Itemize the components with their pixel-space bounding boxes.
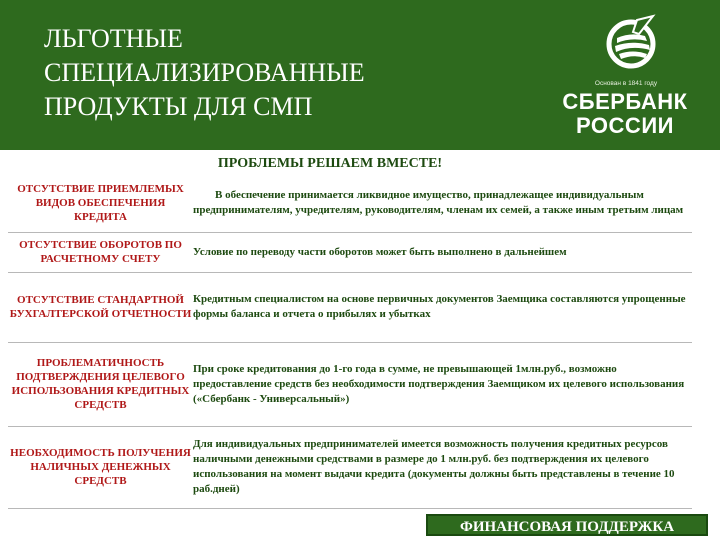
problem-cell: ПРОБЛЕМАТИЧНОСТЬ ПОДТВЕРЖДЕНИЯ ЦЕЛЕВОГО ИСПОЛЬЗОВАНИЯ КРЕДИТНЫХ СРЕДСТВ: [8, 342, 193, 426]
logo-tagline: Основан в 1841 году: [594, 80, 658, 87]
table-row: [8, 342, 692, 426]
problem-cell: НЕОБХОДИМОСТЬ ПОЛУЧЕНИЯ НАЛИЧНЫХ ДЕНЕЖНЫХ СРЕДСТВ: [8, 426, 193, 508]
solution-cell: Условие по переводу части оборотов может быть выполнено в дальнейшем: [193, 232, 692, 272]
title-line: ПРОДУКТЫ ДЛЯ СМП: [44, 92, 313, 121]
problem-cell: ОТСУТСТВИЕ ОБОРОТОВ ПО РАСЧЕТНОМУ СЧЕТУ: [8, 232, 193, 272]
problem-cell: ОТСУТСТВИЕ СТАНДАРТНОЙ БУХГАЛТЕРСКОЙ ОТЧЕТНОСТИ: [8, 272, 193, 342]
table-row: [8, 272, 692, 342]
logo-name-line: РОССИИ: [576, 113, 674, 138]
table-row: [8, 232, 692, 272]
title-line: ЛЬГОТНЫЕ: [44, 24, 183, 53]
page-title: [44, 22, 464, 124]
title-line: СПЕЦИАЛИЗИРОВАННЫЕ: [44, 58, 365, 87]
table-row: [8, 426, 692, 508]
solution-cell: Кредитным специалистом на основе первичных документов Заемщика составляются упрощенные формы баланса и отчета о прибылях и убытках: [193, 272, 692, 342]
footer-label: ФИНАНСОВАЯ ПОДДЕРЖКА: [426, 514, 708, 536]
problems-table: [8, 174, 692, 509]
logo-name-line: СБЕРБАНК: [562, 89, 688, 114]
logo-name: [540, 90, 710, 138]
section-subtitle: ПРОБЛЕМЫ РЕШАЕМ ВМЕСТЕ!: [217, 156, 443, 171]
problem-cell: ОТСУТСТВИЕ ПРИЕМЛЕМЫХ ВИДОВ ОБЕСПЕЧЕНИЯ КРЕДИТА: [8, 174, 193, 232]
table-row: [8, 174, 692, 232]
solution-cell: При сроке кредитования до 1-го года в сумме, не превышающей 1млн.руб., возможно предоставление средств без необходимости подтверждения Заемщиком их целевого использования («Сбербанк - Универсальный»): [193, 342, 692, 426]
solution-cell: В обеспечение принимается ликвидное имущество, принадлежащее индивидуальным предпринимателям, учредителям, руководителям, членам их семей, а также иным третьим лицам: [193, 174, 692, 232]
solution-cell: Для индивидуальных предпринимателей имеется возможность получения кредитных ресурсов наличными денежными средствами в размере до 1 млн.руб. без подтверждения их целевого использования на момент выдачи кредита (документы должны быть представлены в течение 10 раб.дней): [193, 426, 692, 508]
